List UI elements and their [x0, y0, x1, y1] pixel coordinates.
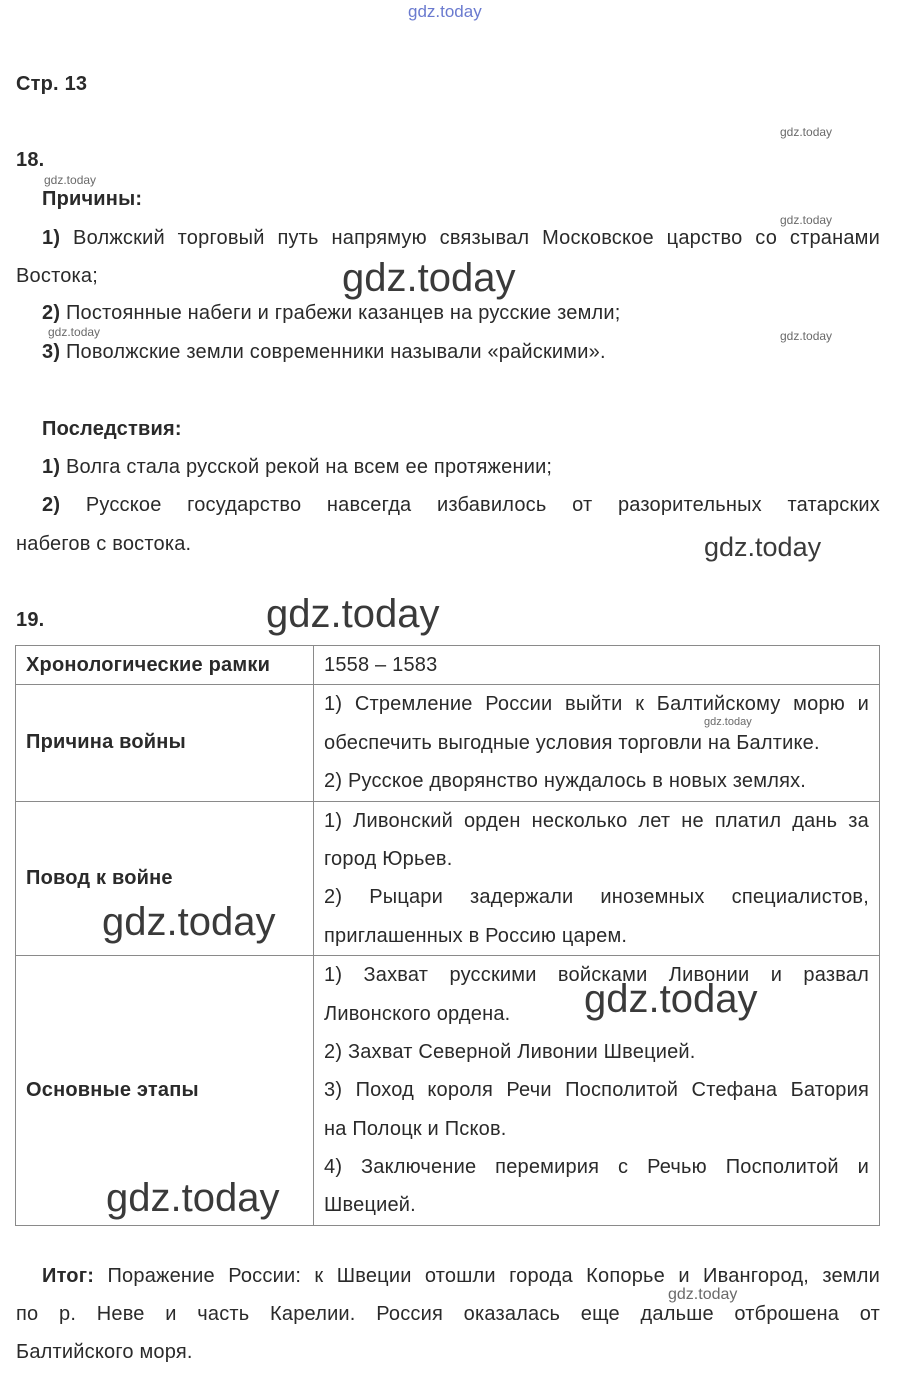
- cause-item-3: [42, 341, 897, 364]
- cause-text: Постоянные набеги и грабежи казанцев на русские земли;: [65, 302, 621, 324]
- summary-line-3: Балтийского моря.: [16, 1341, 193, 1363]
- effect-number: 2): [42, 494, 61, 516]
- cause-item-2: [42, 302, 897, 325]
- row-value: [314, 685, 880, 801]
- cause-item-1: [42, 227, 880, 250]
- cause-number: 2): [42, 302, 61, 324]
- watermark-top: gdz.today: [408, 2, 482, 21]
- watermark-small: gdz.today: [44, 173, 97, 187]
- watermark-large: gdz.today: [342, 256, 516, 300]
- row-label: Повод к войне: [16, 801, 314, 956]
- cell-line: 1) Захват русскими войсками Ливонии и развал: [324, 964, 869, 987]
- watermark-small: gdz.today: [780, 125, 833, 139]
- cell-line: Швецией.: [324, 1194, 416, 1217]
- cell-line: Ливонского ордена.: [324, 1002, 511, 1025]
- row-value: [314, 646, 880, 685]
- cell-line: 2) Рыцари задержали иноземных специалистов,: [324, 886, 869, 909]
- cell-line: 1) Стремление России выйти к Балтийскому морю и: [324, 693, 869, 716]
- summary-label: Итог:: [42, 1265, 95, 1287]
- cell-line: 1) Ливонский орден несколько лет не платил дань за: [324, 809, 869, 832]
- watermark-small: gdz.today: [48, 325, 101, 339]
- effect-text: Русское государство навсегда избавилось от разорительных татарских: [85, 494, 880, 516]
- watermark-large: gdz.today: [584, 977, 758, 1021]
- row-label: Причина войны: [16, 685, 314, 801]
- summary-line-2: по р. Неве и часть Карелии. Россия оказалась еще дальше отброшена от: [16, 1303, 880, 1325]
- cell-line: 2) Захват Северной Ливонии Швецией.: [324, 1040, 696, 1063]
- cell-line: 4) Заключение перемирия с Речью Посполитой и: [324, 1156, 869, 1179]
- cause-text: Волжский торговый путь напрямую связывал Московское царство со странами: [73, 227, 880, 249]
- table-row: [16, 646, 880, 685]
- watermark-large: gdz.today: [102, 900, 276, 944]
- effect-item-2: [42, 494, 880, 517]
- watermark-large: gdz.today: [266, 592, 440, 636]
- cell-line: обеспечить выгодные условия торговли на Балтике.: [324, 731, 820, 754]
- watermark-small: gdz.today: [668, 1286, 738, 1303]
- cell-line: 1558 – 1583: [324, 654, 438, 676]
- row-label: Хронологические рамки: [16, 646, 314, 685]
- effect-number: 1): [42, 456, 61, 478]
- cell-line: приглашенных в Россию царем.: [324, 924, 628, 947]
- row-value: [314, 801, 880, 956]
- watermark-small: gdz.today: [704, 716, 752, 728]
- cell-line: 3) Поход короля Речи Посполитой Стефана Батория: [324, 1079, 869, 1102]
- causes-heading: Причины:: [42, 188, 143, 210]
- effect-text: Волга стала русской рекой на всем ее протяжении;: [65, 456, 553, 478]
- effects-heading: Последствия:: [42, 418, 182, 440]
- summary-text: Поражение России: к Швеции отошли города Копорье и Ивангород, земли: [107, 1265, 880, 1287]
- cause-number: 3): [42, 341, 61, 363]
- cause-item-1-cont: Востока;: [16, 265, 98, 287]
- task-number-19: 19.: [16, 609, 45, 631]
- cell-line: на Полоцк и Псков.: [324, 1117, 507, 1140]
- summary-line-1: [42, 1265, 880, 1288]
- table-row: [16, 685, 880, 801]
- page-label: Стр. 13: [16, 73, 88, 95]
- task-number-18: 18.: [16, 149, 45, 171]
- cause-number: 1): [42, 227, 61, 249]
- cell-line: город Юрьев.: [324, 847, 453, 870]
- cell-line: 2) Русское дворянство нуждалось в новых землях.: [324, 770, 807, 793]
- watermark-medium: gdz.today: [704, 532, 822, 562]
- effect-item-2-cont: набегов с востока.: [16, 533, 192, 555]
- cause-text: Поволжские земли современники называли «райскими».: [65, 341, 606, 363]
- watermark-small: gdz.today: [780, 213, 833, 227]
- row-label: Основные этапы: [16, 956, 314, 1226]
- effect-item-1: [42, 456, 897, 479]
- watermark-large: gdz.today: [106, 1176, 280, 1220]
- watermark-small: gdz.today: [780, 329, 833, 343]
